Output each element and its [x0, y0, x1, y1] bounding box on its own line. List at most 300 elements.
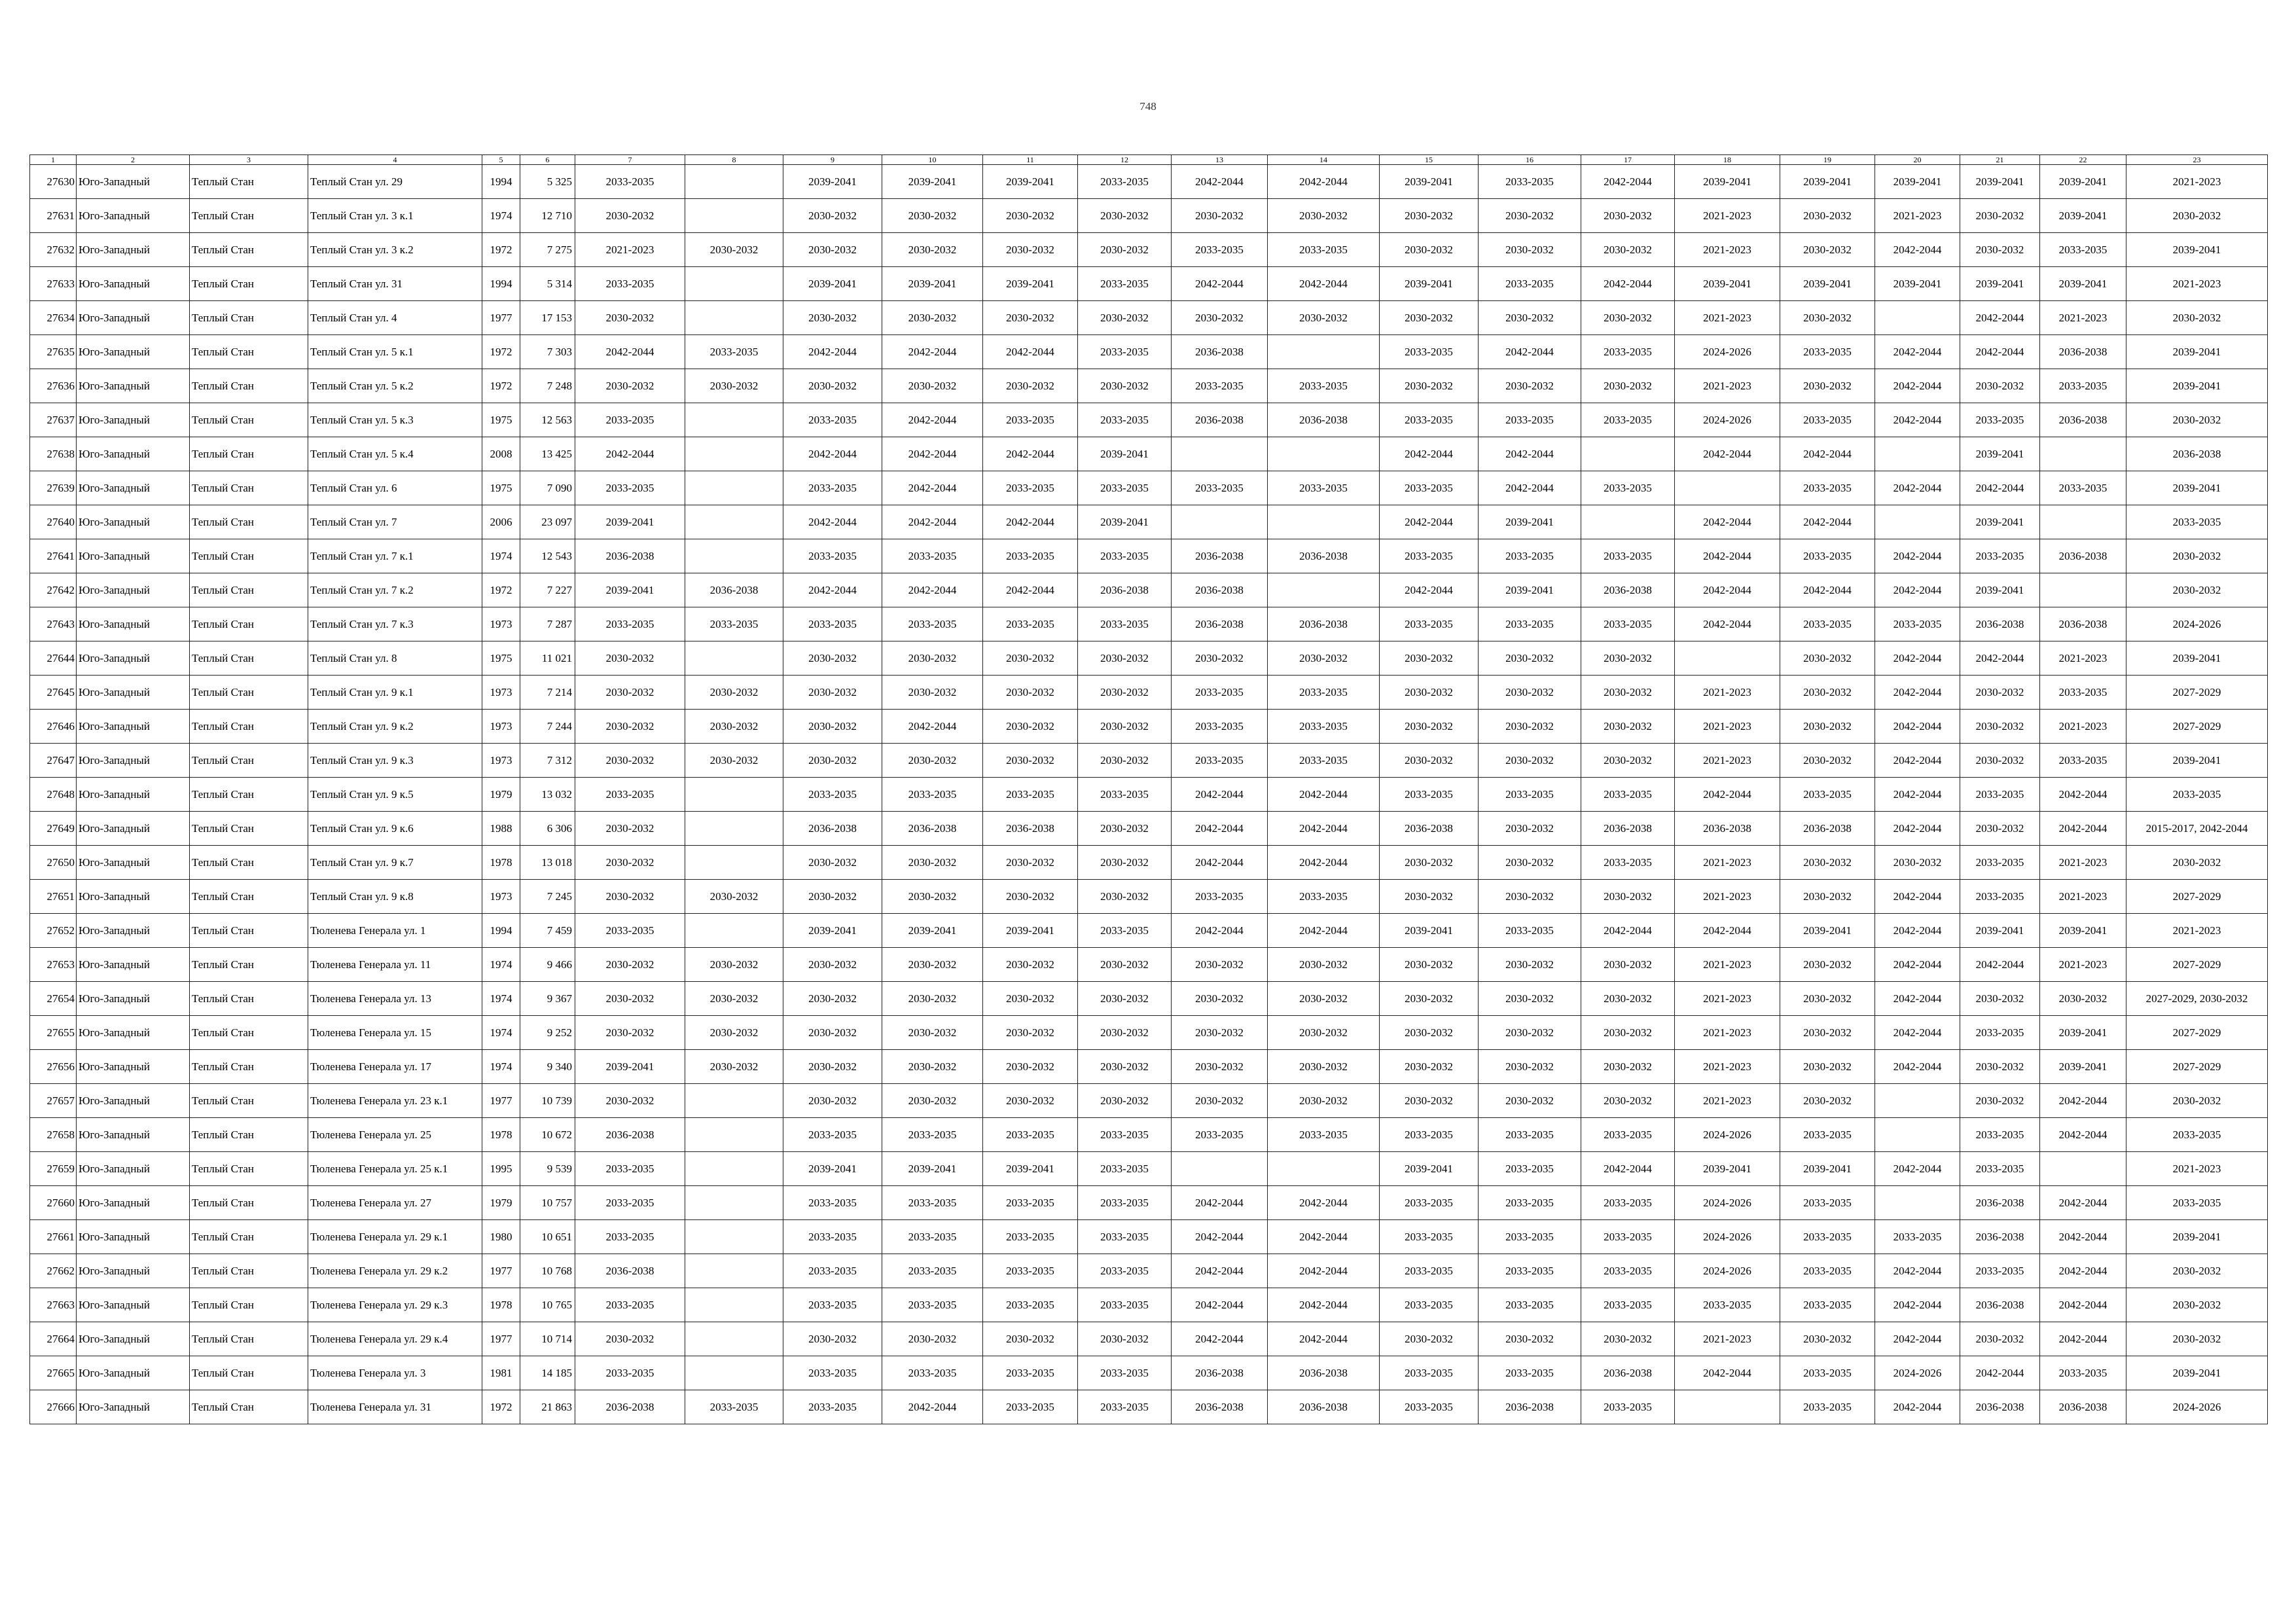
table-cell: 2036-2038: [2040, 403, 2126, 437]
table-cell: 2039-2041: [2040, 199, 2126, 233]
table-cell: 2033-2035: [1581, 471, 1675, 505]
table-cell: 1995: [482, 1152, 520, 1186]
table-cell: 2021-2023: [2040, 710, 2126, 744]
table-cell: Юго-Западный: [77, 437, 190, 471]
table-cell: 9 367: [520, 982, 575, 1016]
table-cell: 27640: [30, 505, 77, 539]
table-cell: 2039-2041: [1078, 505, 1172, 539]
table-cell: 2030-2032: [575, 846, 685, 880]
table-cell: 2030-2032: [1268, 948, 1380, 982]
table-cell: 2039-2041: [1875, 267, 1960, 301]
table-cell: Теплый Стан: [190, 1118, 308, 1152]
table-cell: 2030-2032: [983, 1050, 1078, 1084]
table-cell: 2042-2044: [1875, 744, 1960, 778]
table-cell: 2030-2032: [685, 1050, 783, 1084]
column-header: 19: [1780, 155, 1875, 165]
table-row: [30, 607, 2268, 641]
table-cell: 2030-2032: [1078, 199, 1172, 233]
table-cell: 2042-2044: [1875, 982, 1960, 1016]
table-cell: [1675, 641, 1780, 676]
table-cell: 2036-2038: [1172, 1390, 1268, 1424]
table-cell: 2030-2032: [685, 710, 783, 744]
table-cell: 2033-2035: [2040, 233, 2126, 267]
table-cell: 2030-2032: [1172, 301, 1268, 335]
table-cell: 2030-2032: [1780, 880, 1875, 914]
table-cell: 2030-2032: [1960, 1322, 2040, 1356]
table-cell: Теплый Стан ул. 5 к.4: [308, 437, 482, 471]
table-cell: 2033-2035: [1581, 1288, 1675, 1322]
table-cell: 2042-2044: [1268, 1288, 1380, 1322]
column-header: 10: [882, 155, 983, 165]
table-cell: 2030-2032: [575, 710, 685, 744]
table-cell: 2024-2026: [1875, 1356, 1960, 1390]
table-cell: 2042-2044: [882, 505, 983, 539]
table-cell: Теплый Стан ул. 9 к.1: [308, 676, 482, 710]
table-cell: 2030-2032: [575, 1084, 685, 1118]
table-cell: 2027-2029: [2126, 676, 2268, 710]
column-header: 9: [783, 155, 882, 165]
table-cell: 2033-2035: [1960, 539, 2040, 573]
table-cell: 2030-2032: [1479, 369, 1581, 403]
table-cell: 2042-2044: [1172, 1288, 1268, 1322]
table-cell: 6 306: [520, 812, 575, 846]
table-cell: 2030-2032: [882, 641, 983, 676]
table-cell: 2042-2044: [1172, 914, 1268, 948]
table-cell: 2033-2035: [1581, 607, 1675, 641]
table-cell: 2039-2041: [2040, 914, 2126, 948]
table-cell: 1994: [482, 267, 520, 301]
table-cell: Юго-Западный: [77, 812, 190, 846]
table-cell: 2042-2044: [1875, 539, 1960, 573]
table-cell: 2033-2035: [1479, 403, 1581, 437]
table-cell: 2033-2035: [983, 471, 1078, 505]
table-cell: 2033-2035: [575, 1220, 685, 1254]
table-cell: 2042-2044: [783, 335, 882, 369]
table-cell: 2030-2032: [1479, 846, 1581, 880]
table-cell: 2039-2041: [983, 1152, 1078, 1186]
table-cell: 2033-2035: [783, 1186, 882, 1220]
column-header: 17: [1581, 155, 1675, 165]
table-cell: 2033-2035: [2040, 744, 2126, 778]
table-cell: 2033-2035: [1479, 1152, 1581, 1186]
table-cell: 2042-2044: [783, 437, 882, 471]
table-cell: 2030-2032: [783, 880, 882, 914]
table-cell: 2021-2023: [1675, 233, 1780, 267]
table-cell: 2039-2041: [2040, 165, 2126, 199]
table-cell: 2042-2044: [2040, 1254, 2126, 1288]
table-cell: 2042-2044: [2040, 1084, 2126, 1118]
table-cell: Юго-Западный: [77, 1050, 190, 1084]
table-cell: 2030-2032: [1078, 880, 1172, 914]
table-cell: 1978: [482, 1288, 520, 1322]
table-cell: 2021-2023: [1675, 948, 1780, 982]
table-cell: 1973: [482, 744, 520, 778]
table-cell: 2033-2035: [1875, 1220, 1960, 1254]
table-cell: [1268, 573, 1380, 607]
table-cell: 2033-2035: [1172, 744, 1268, 778]
table-cell: [2040, 1152, 2126, 1186]
table-cell: Тюленева Генерала ул. 13: [308, 982, 482, 1016]
table-cell: 2030-2032: [1581, 641, 1675, 676]
table-cell: 2030-2032: [983, 301, 1078, 335]
table-cell: Теплый Стан: [190, 233, 308, 267]
table-cell: 1972: [482, 233, 520, 267]
table-cell: [1268, 505, 1380, 539]
table-cell: Теплый Стан: [190, 607, 308, 641]
table-cell: Теплый Стан ул. 5 к.3: [308, 403, 482, 437]
table-cell: 2042-2044: [1268, 1186, 1380, 1220]
column-header: 6: [520, 155, 575, 165]
table-cell: 2033-2035: [983, 1118, 1078, 1152]
table-cell: [1268, 335, 1380, 369]
table-row: [30, 641, 2268, 676]
table-cell: 7 090: [520, 471, 575, 505]
table-cell: [685, 165, 783, 199]
table-cell: 2033-2035: [1581, 1118, 1675, 1152]
table-cell: 2042-2044: [1268, 812, 1380, 846]
table-cell: 2030-2032: [1268, 199, 1380, 233]
table-cell: Юго-Западный: [77, 403, 190, 437]
table-row: [30, 233, 2268, 267]
table-cell: 2030-2032: [1780, 948, 1875, 982]
table-cell: [685, 1288, 783, 1322]
table-cell: 2033-2035: [575, 403, 685, 437]
table-cell: 2036-2038: [1581, 1356, 1675, 1390]
table-cell: 2039-2041: [1960, 573, 2040, 607]
table-cell: 7 244: [520, 710, 575, 744]
table-cell: 2042-2044: [1172, 846, 1268, 880]
table-cell: 27647: [30, 744, 77, 778]
table-cell: 2033-2035: [882, 539, 983, 573]
table-cell: 2030-2032: [983, 1016, 1078, 1050]
table-cell: 2033-2035: [1078, 1220, 1172, 1254]
table-cell: 2033-2035: [1380, 1356, 1479, 1390]
table-row: [30, 199, 2268, 233]
table-cell: 12 543: [520, 539, 575, 573]
table-cell: 1988: [482, 812, 520, 846]
table-cell: 2042-2044: [1875, 233, 1960, 267]
table-cell: 2033-2035: [575, 267, 685, 301]
table-cell: 27664: [30, 1322, 77, 1356]
table-row: [30, 710, 2268, 744]
table-cell: Юго-Западный: [77, 1356, 190, 1390]
table-cell: 2033-2035: [1960, 1016, 2040, 1050]
table-cell: 1972: [482, 573, 520, 607]
table-cell: 5 325: [520, 165, 575, 199]
table-cell: 2042-2044: [983, 573, 1078, 607]
table-cell: [2040, 437, 2126, 471]
table-cell: 2030-2032: [1380, 982, 1479, 1016]
table-cell: 2039-2041: [2126, 471, 2268, 505]
table-cell: Теплый Стан: [190, 403, 308, 437]
table-cell: 2030-2032: [685, 1016, 783, 1050]
table-cell: 2030-2032: [882, 1050, 983, 1084]
table-cell: 17 153: [520, 301, 575, 335]
table-cell: 2030-2032: [983, 199, 1078, 233]
table-cell: 7 227: [520, 573, 575, 607]
table-cell: 2036-2038: [1172, 573, 1268, 607]
table-cell: 2030-2032: [1479, 1322, 1581, 1356]
table-cell: 2039-2041: [1675, 1152, 1780, 1186]
table-cell: 2042-2044: [1479, 471, 1581, 505]
table-cell: 2033-2035: [685, 335, 783, 369]
table-cell: 2033-2035: [1479, 1118, 1581, 1152]
table-cell: Теплый Стан ул. 7 к.2: [308, 573, 482, 607]
table-cell: 2030-2032: [783, 301, 882, 335]
table-cell: 2033-2035: [1780, 471, 1875, 505]
table-cell: 2030-2032: [1780, 199, 1875, 233]
table-cell: 1977: [482, 301, 520, 335]
table-cell: 2021-2023: [1675, 1050, 1780, 1084]
table-cell: [685, 403, 783, 437]
table-cell: [685, 1356, 783, 1390]
table-cell: 2030-2032: [685, 233, 783, 267]
table-cell: Теплый Стан: [190, 301, 308, 335]
table-cell: 2033-2035: [2126, 778, 2268, 812]
table-cell: 2039-2041: [783, 914, 882, 948]
table-cell: 2030-2032: [983, 744, 1078, 778]
table-cell: 2030-2032: [575, 676, 685, 710]
table-cell: Юго-Западный: [77, 1220, 190, 1254]
table-cell: 1974: [482, 948, 520, 982]
table-cell: 2042-2044: [983, 505, 1078, 539]
table-cell: 2039-2041: [1960, 267, 2040, 301]
table-cell: 2033-2035: [1078, 1254, 1172, 1288]
table-cell: Теплый Стан ул. 31: [308, 267, 482, 301]
table-cell: Юго-Западный: [77, 948, 190, 982]
table-row: [30, 1220, 2268, 1254]
table-cell: Теплый Стан ул. 9 к.5: [308, 778, 482, 812]
table-cell: 2033-2035: [1268, 233, 1380, 267]
table-cell: 2033-2035: [1960, 846, 2040, 880]
table-cell: 2033-2035: [1581, 1220, 1675, 1254]
table-cell: 2042-2044: [575, 437, 685, 471]
table-cell: 2033-2035: [1078, 1356, 1172, 1390]
table-cell: Юго-Западный: [77, 233, 190, 267]
table-cell: 2042-2044: [1960, 641, 2040, 676]
table-cell: Теплый Стан: [190, 1186, 308, 1220]
table-cell: 2042-2044: [1875, 403, 1960, 437]
table-cell: 2039-2041: [2126, 744, 2268, 778]
table-cell: 2033-2035: [575, 1288, 685, 1322]
table-cell: 2030-2032: [2126, 1288, 2268, 1322]
table-cell: 2030-2032: [1581, 233, 1675, 267]
table-cell: Юго-Западный: [77, 1186, 190, 1220]
table-cell: 2033-2035: [1479, 914, 1581, 948]
table-cell: 2036-2038: [1960, 607, 2040, 641]
table-cell: 2033-2035: [575, 914, 685, 948]
table-cell: Теплый Стан ул. 7 к.3: [308, 607, 482, 641]
table-cell: 2030-2032: [882, 880, 983, 914]
table-cell: 27656: [30, 1050, 77, 1084]
table-cell: 1977: [482, 1254, 520, 1288]
table-cell: 2030-2032: [1479, 641, 1581, 676]
table-cell: 2027-2029: [2126, 710, 2268, 744]
table-cell: 10 765: [520, 1288, 575, 1322]
table-cell: 2033-2035: [685, 607, 783, 641]
table-cell: 2030-2032: [1078, 641, 1172, 676]
table-cell: 2030-2032: [1078, 1322, 1172, 1356]
table-cell: 2030-2032: [1960, 369, 2040, 403]
table-cell: Тюленева Генерала ул. 29 к.1: [308, 1220, 482, 1254]
table-cell: 2036-2038: [1675, 812, 1780, 846]
table-cell: 2033-2035: [1078, 778, 1172, 812]
table-cell: Юго-Западный: [77, 199, 190, 233]
table-cell: 2039-2041: [1675, 165, 1780, 199]
table-cell: 2030-2032: [1380, 744, 1479, 778]
table-cell: Юго-Западный: [77, 335, 190, 369]
table-cell: 2039-2041: [983, 267, 1078, 301]
table-header: [30, 155, 2268, 165]
table-cell: 2042-2044: [1875, 335, 1960, 369]
table-cell: 2030-2032: [685, 982, 783, 1016]
table-cell: 2030-2032: [1581, 1084, 1675, 1118]
table-cell: 2021-2023: [1675, 982, 1780, 1016]
table-cell: Теплый Стан: [190, 778, 308, 812]
table-cell: 2008: [482, 437, 520, 471]
table-cell: 2042-2044: [1875, 1050, 1960, 1084]
table-cell: 2033-2035: [1380, 1390, 1479, 1424]
table-cell: 2033-2035: [882, 1220, 983, 1254]
table-cell: 2033-2035: [1581, 846, 1675, 880]
table-cell: 2042-2044: [1172, 1322, 1268, 1356]
table-cell: 2033-2035: [1268, 880, 1380, 914]
table-cell: 2033-2035: [1268, 1118, 1380, 1152]
table-cell: 2036-2038: [575, 1254, 685, 1288]
table-cell: 27658: [30, 1118, 77, 1152]
table-cell: Юго-Западный: [77, 1016, 190, 1050]
table-cell: 2036-2038: [1172, 539, 1268, 573]
table-cell: 2024-2026: [1675, 1118, 1780, 1152]
table-cell: 2033-2035: [1479, 539, 1581, 573]
table-cell: 2033-2035: [1380, 335, 1479, 369]
table-row: [30, 676, 2268, 710]
table-cell: 2042-2044: [1875, 1254, 1960, 1288]
table-cell: 2021-2023: [1675, 199, 1780, 233]
table-cell: 2030-2032: [575, 880, 685, 914]
table-cell: 2030-2032: [1380, 233, 1479, 267]
table-cell: Юго-Западный: [77, 744, 190, 778]
table-cell: 2036-2038: [783, 812, 882, 846]
table-cell: 2030-2032: [1780, 641, 1875, 676]
table-cell: 2033-2035: [2040, 369, 2126, 403]
table-cell: 2033-2035: [1078, 471, 1172, 505]
table-cell: 2036-2038: [882, 812, 983, 846]
table-cell: 2030-2032: [983, 948, 1078, 982]
table-cell: 2033-2035: [1078, 1152, 1172, 1186]
table-cell: 2030-2032: [1581, 880, 1675, 914]
column-header: 15: [1380, 155, 1479, 165]
table-cell: 1973: [482, 880, 520, 914]
table-cell: Теплый Стан: [190, 914, 308, 948]
table-cell: 2036-2038: [1172, 607, 1268, 641]
table-cell: 2033-2035: [983, 1390, 1078, 1424]
table-cell: 2030-2032: [1078, 1016, 1172, 1050]
table-cell: Тюленева Генерала ул. 15: [308, 1016, 482, 1050]
table-cell: 2033-2035: [983, 539, 1078, 573]
table-row: [30, 573, 2268, 607]
table-cell: 2030-2032: [1380, 1050, 1479, 1084]
table-cell: Тюленева Генерала ул. 1: [308, 914, 482, 948]
table-cell: 2039-2041: [1960, 165, 2040, 199]
table-cell: 13 032: [520, 778, 575, 812]
table-cell: 2030-2032: [983, 369, 1078, 403]
table-cell: 2030-2032: [983, 982, 1078, 1016]
table-cell: 10 768: [520, 1254, 575, 1288]
table-cell: Теплый Стан: [190, 1356, 308, 1390]
table-cell: Юго-Западный: [77, 710, 190, 744]
table-cell: 21 863: [520, 1390, 575, 1424]
table-cell: 1975: [482, 471, 520, 505]
table-cell: [1581, 505, 1675, 539]
table-cell: 2030-2032: [1172, 199, 1268, 233]
table-cell: 2036-2038: [1380, 812, 1479, 846]
table-row: [30, 744, 2268, 778]
table-cell: 2030-2032: [1479, 880, 1581, 914]
table-row: [30, 505, 2268, 539]
table-cell: 2021-2023: [1675, 369, 1780, 403]
table-cell: 2030-2032: [1380, 676, 1479, 710]
table-cell: 2030-2032: [1172, 1084, 1268, 1118]
table-cell: 2039-2041: [1780, 165, 1875, 199]
table-cell: 2030-2032: [1581, 948, 1675, 982]
table-cell: 2033-2035: [1380, 778, 1479, 812]
table-cell: 2042-2044: [1380, 505, 1479, 539]
table-cell: 27639: [30, 471, 77, 505]
column-header: 20: [1875, 155, 1960, 165]
table-cell: 1974: [482, 199, 520, 233]
table-cell: 1975: [482, 641, 520, 676]
table-cell: 2039-2041: [1960, 437, 2040, 471]
table-row: [30, 948, 2268, 982]
table-cell: 2030-2032: [783, 710, 882, 744]
table-cell: 2042-2044: [1875, 1152, 1960, 1186]
table-cell: [685, 471, 783, 505]
table-cell: 2021-2023: [575, 233, 685, 267]
table-row: [30, 267, 2268, 301]
table-cell: 2036-2038: [575, 539, 685, 573]
table-cell: 2042-2044: [1875, 1288, 1960, 1322]
table-cell: 2042-2044: [1479, 437, 1581, 471]
table-cell: 2030-2032: [882, 982, 983, 1016]
table-cell: 2030-2032: [2126, 539, 2268, 573]
table-cell: 2030-2032: [1380, 369, 1479, 403]
table-cell: 27665: [30, 1356, 77, 1390]
table-cell: 2042-2044: [2040, 1288, 2126, 1322]
table-cell: 2039-2041: [2040, 1050, 2126, 1084]
table-cell: 2039-2041: [882, 165, 983, 199]
table-cell: 12 710: [520, 199, 575, 233]
table-cell: 2042-2044: [1875, 1016, 1960, 1050]
table-cell: 2033-2035: [983, 403, 1078, 437]
table-cell: 2033-2035: [1780, 1390, 1875, 1424]
table-cell: 2033-2035: [2040, 471, 2126, 505]
table-cell: Тюленева Генерала ул. 29 к.2: [308, 1254, 482, 1288]
table-cell: 2033-2035: [1380, 403, 1479, 437]
table-cell: [1875, 505, 1960, 539]
table-cell: [685, 846, 783, 880]
table-cell: Теплый Стан: [190, 1254, 308, 1288]
table-cell: 2039-2041: [2126, 233, 2268, 267]
table-cell: 2033-2035: [1268, 676, 1380, 710]
table-cell: 2024-2026: [1675, 1186, 1780, 1220]
table-cell: Юго-Западный: [77, 267, 190, 301]
table-row: [30, 812, 2268, 846]
table-cell: 2042-2044: [1581, 1152, 1675, 1186]
table-cell: 1972: [482, 369, 520, 403]
table-cell: [1172, 1152, 1268, 1186]
table-cell: 2042-2044: [2040, 1220, 2126, 1254]
